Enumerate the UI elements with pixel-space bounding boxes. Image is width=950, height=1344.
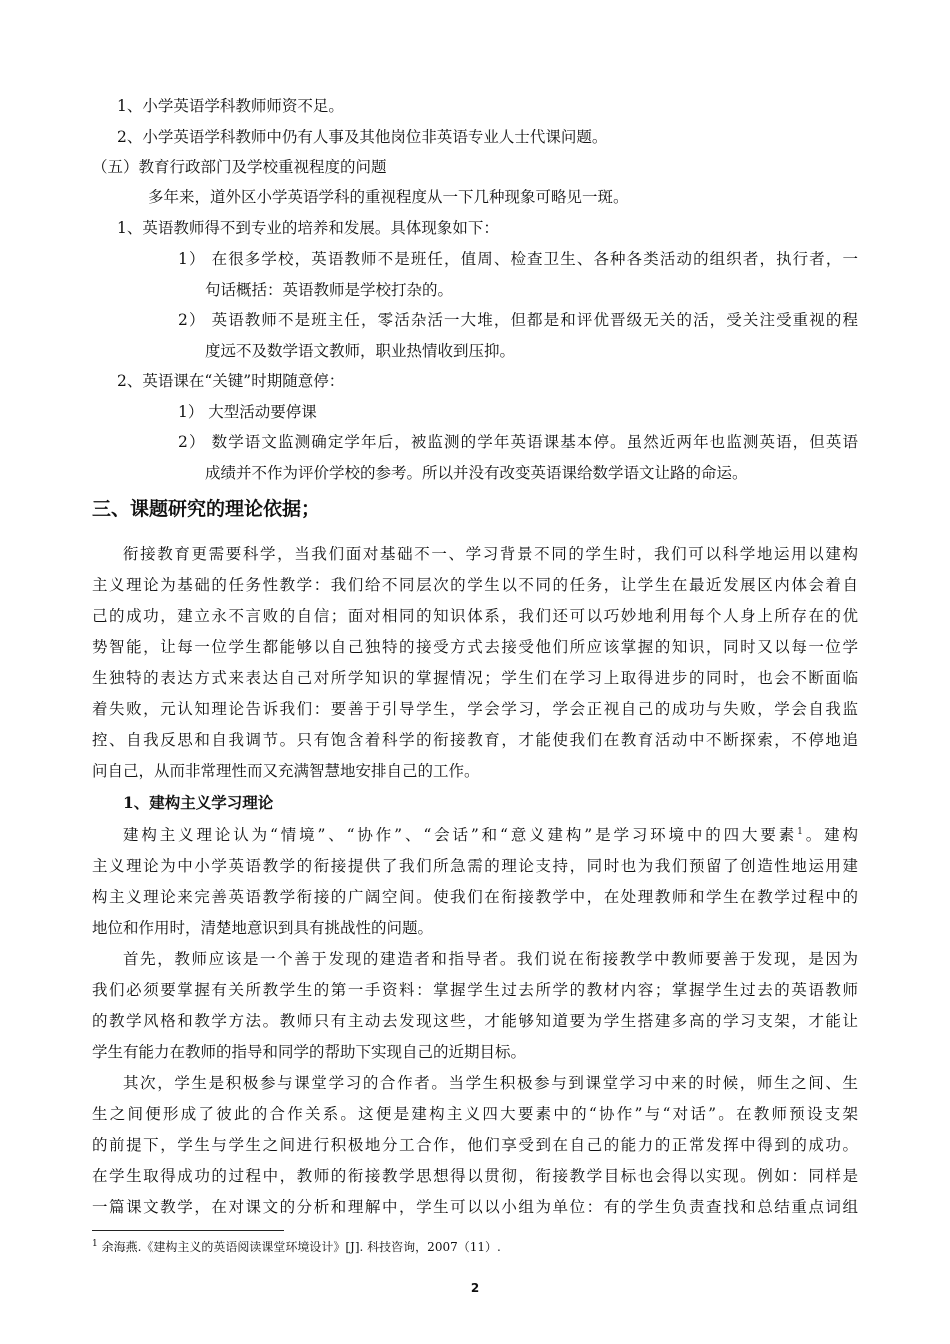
paragraph-line: 主义理论为基础的任务性教学：我们给不同层次的学生以不同的任务，让学生在最近发展区内体会着自	[92, 576, 858, 594]
list-item-non-specialist-teachers: 2、小学英语学科教师中仍有人事及其他岗位非英语专业人士代课问题。	[117, 128, 608, 146]
paragraph-line: 的前提下，学生与学生之间进行积极地分工合作，他们享受到在自己的能力的正常发挥中得到的成功。	[92, 1136, 858, 1154]
paragraph-line: 主义理论为中小学英语教学的衔接提供了我们所急需的理论支持，同时也为我们预留了创造性地运用建	[92, 857, 858, 875]
footnote-mark: 1	[92, 1239, 98, 1249]
paragraph-line: 其次，学生是积极参与课堂学习的合作者。当学生积极参与到课堂学习中来的时候，师生之间、生	[123, 1074, 858, 1092]
section-five-intro: 多年来，道外区小学英语学科的重视程度从一下几种现象可略见一斑。	[148, 188, 629, 206]
list-item-no-training: 1、英语教师得不到专业的培养和发展。具体现象如下：	[117, 219, 499, 237]
paragraph-line: 学生有能力在教师的指导和同学的帮助下实现自己的近期目标。	[92, 1043, 527, 1061]
paragraph-line: 势智能，让每一位学生都能够以自己独特的接受方式去接受他们所应该掌握的知识，同时又以每一位学	[92, 638, 858, 656]
sub-item-not-head-teacher-line2: 度远不及数学语文教师，职业热情收到压抑。	[205, 342, 516, 360]
sub-item-large-events: 1） 大型活动要停课	[178, 403, 317, 421]
sub-item-not-head-teacher-line1: 2） 英语教师不是班主任，零活杂活一大堆，但都是和评优晋级无关的活，受关注受重视的程	[178, 311, 858, 329]
sub-item-monitoring-line2: 成绩并不作为评价学校的参考。所以并没有改变英语课给数学语文让路的命运。	[205, 464, 748, 482]
paragraph-line: 己的成功，建立永不言败的自信；面对相同的知识体系，我们还可以巧妙地利用每个人身上所存在的优	[92, 607, 858, 625]
paragraph-line: 的教学风格和教学方法。教师只有主动去发现这些，才能够知道要为学生搭建多高的学习支架，才能让	[92, 1012, 858, 1030]
section-three-heading: 三、课题研究的理论依据；	[92, 498, 321, 520]
paragraph-line: 着失败，元认知理论告诉我们：要善于引导学生，学会学习，学会正视自己的成功与失败，学会自我监	[92, 700, 858, 718]
sub-item-monitoring-line1: 2） 数学语文监测确定学年后，被监测的学年英语课基本停。虽然近两年也监测英语，但英语	[178, 433, 858, 451]
paragraph-line: 问自己，从而非常理性而又充满智慧地安排自己的工作。	[92, 762, 480, 780]
paragraph-line-with-footnote	[123, 825, 858, 845]
paragraph-line: 地位和作用时，清楚地意识到具有挑战性的问题。	[92, 919, 434, 937]
constructivism-heading: 1、建构主义学习理论	[123, 793, 274, 812]
paragraph-line: 我们必须要掌握有关所教学生的第一手资料：掌握学生过去所学的教材内容；掌握学生过去的英语教师	[92, 981, 858, 999]
sub-item-odd-jobs-line2: 句话概括：英语教师是学校打杂的。	[205, 281, 454, 299]
footnote-divider	[92, 1230, 284, 1231]
paragraph-text: 。建构	[802, 826, 858, 844]
paragraph-line: 在学生取得成功的过程中，教师的衔接教学思想得以贯彻，衔接教学目标也会得以实现。例如：同样是	[92, 1167, 858, 1185]
list-item-class-suspension: 2、英语课在“关键”时期随意停：	[117, 372, 345, 390]
page-number: 2	[470, 1281, 480, 1295]
paragraph-line: 生之间便形成了彼此的合作关系。这便是建构主义四大要素中的“协作”与“对话”。在教师预设支架	[92, 1105, 858, 1123]
footnote-text: 余海燕.《建构主义的英语阅读课堂环境设计》[J]. 科技咨询，2007（11）.	[101, 1240, 501, 1254]
list-item-teacher-shortage: 1、小学英语学科教师师资不足。	[117, 97, 344, 115]
paragraph-text: 建构主义理论认为“情境”、“协作”、“会话”和“意义建构”是学习环境中的四大要素	[123, 826, 798, 844]
paragraph-line: 衔接教育更需要科学，当我们面对基础不一、学习背景不同的学生时，我们可以科学地运用以建构	[123, 545, 858, 563]
sub-item-odd-jobs-line1: 1） 在很多学校，英语教师不是班任，值周、检查卫生、各种各类活动的组织者，执行者，一	[178, 250, 858, 268]
paragraph-line: 控、自我反思和自我调节。只有饱含着科学的衔接教育，才能使我们在教育活动中不断探索，不停地追	[92, 731, 858, 749]
footnote-reference[interactable]: 1	[797, 826, 803, 837]
paragraph-line: 生独特的表达方式来表达自己对所学知识的掌握情况；学生们在学习上取得进步的同时，也会不断面临	[92, 669, 858, 687]
footnote	[92, 1239, 501, 1255]
paragraph-line: 首先，教师应该是一个善于发现的建造者和指导者。我们说在衔接教学中教师要善于发现，是因为	[123, 950, 858, 968]
section-five-heading: （五）教育行政部门及学校重视程度的问题	[92, 158, 387, 176]
paragraph-line: 构主义理论来完善英语教学衔接的广阔空间。使我们在衔接教学中，在处理教师和学生在教学过程中的	[92, 888, 858, 906]
paragraph-line: 一篇课文教学，在对课文的分析和理解中，学生可以以小组为单位：有的学生负责查找和总结重点词组	[92, 1198, 858, 1216]
